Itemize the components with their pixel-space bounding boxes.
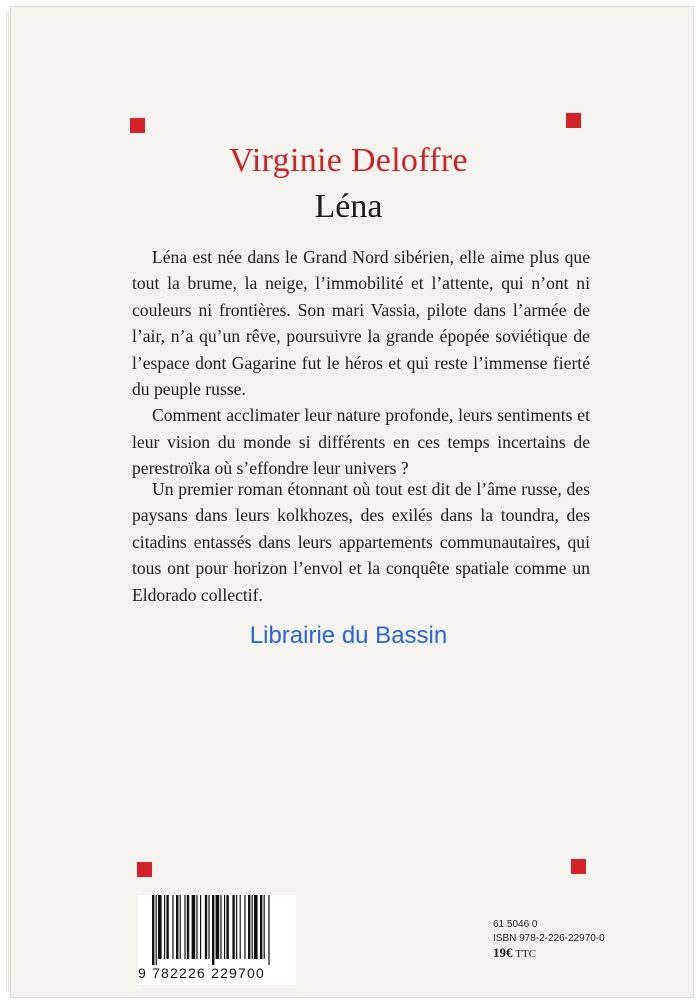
barcode-bar [152, 895, 154, 965]
isbn-barcode [138, 895, 296, 985]
barcode-bar [212, 895, 214, 965]
barcode-bar [240, 895, 241, 959]
price-block [493, 918, 633, 962]
barcode-bar [254, 895, 258, 959]
barcode-bar [192, 895, 196, 959]
barcode-bar [224, 895, 225, 959]
bookseller-watermark: Librairie du Bassin [249, 622, 448, 649]
barcode-bar [176, 895, 178, 959]
price-suffix: TTC [515, 948, 537, 960]
barcode-bar [268, 895, 269, 965]
barcode-bar [220, 895, 221, 959]
red-square-top-right [566, 113, 581, 128]
barcode-bar [200, 895, 201, 959]
blurb-paragraph-3: Un premier roman étonnant où tout est dit de l’âme russe, des paysans dans leurs kolkhozes, des exilés dans la toundra, des citadins entassés dans leurs appartements communautaires, qui tous ont pour horizon l’envol et la conquête spatiale comme un Eldorado collectif. [132, 479, 590, 605]
price: 19€ [493, 945, 513, 960]
barcode-bar [264, 895, 265, 959]
barcode-bar [260, 895, 262, 959]
blurb-section-1 [132, 244, 590, 482]
barcode-bar [226, 895, 228, 959]
barcode-bar [252, 895, 253, 959]
barcode-bar [158, 895, 162, 959]
blurb-paragraph-2: Comment acclimater leur nature profonde, leurs sentiments et leur vision du monde si différents en ces temps incertains de perestroïka où s’effondre leur univers ? [132, 405, 590, 479]
barcode-bar [187, 895, 189, 959]
barcode-bar [184, 895, 185, 959]
barcode-bar [205, 895, 207, 959]
barcode-number: 9 782226 229700 [138, 965, 265, 981]
barcode-bar [244, 895, 245, 959]
barcode-bar [196, 895, 197, 959]
author-name: Virginie Deloffre [229, 142, 468, 179]
barcode-bar [208, 895, 209, 959]
barcode-bar [172, 895, 173, 959]
barcode-bar [236, 895, 237, 959]
barcode-bar [232, 895, 234, 959]
barcode-bar [180, 895, 181, 959]
book-title: Léna [314, 188, 383, 225]
blurb-paragraph-1: Léna est née dans le Grand Nord sibérien, elle aime plus que tout la brume, la neige, l’immobilité et l’attente, qui n’ont ni couleurs ni frontières. Son mari Vassia, pilote dans l’armée de l’air, n’a qu’un rêve, poursuivre la grande épopée soviétique de l’espace dont Gagarine fut le héros et qui reste l’immense fierté du peuple russe. [132, 247, 590, 400]
barcode-bar [248, 895, 250, 959]
barcode-bar [166, 895, 168, 959]
isbn-text: ISBN 978-2-226-22970-0 [493, 933, 605, 944]
blurb-section-2 [132, 476, 590, 608]
barcode-bar [156, 895, 157, 965]
red-square-top-left [130, 118, 145, 133]
publisher-code: 61 5046 0 [493, 919, 538, 930]
price-line [493, 946, 633, 962]
barcode-bars [152, 895, 296, 965]
barcode-bar [164, 895, 165, 959]
red-square-bottom-left [137, 862, 152, 877]
barcode-bar [216, 895, 220, 959]
red-square-bottom-right [571, 859, 586, 874]
